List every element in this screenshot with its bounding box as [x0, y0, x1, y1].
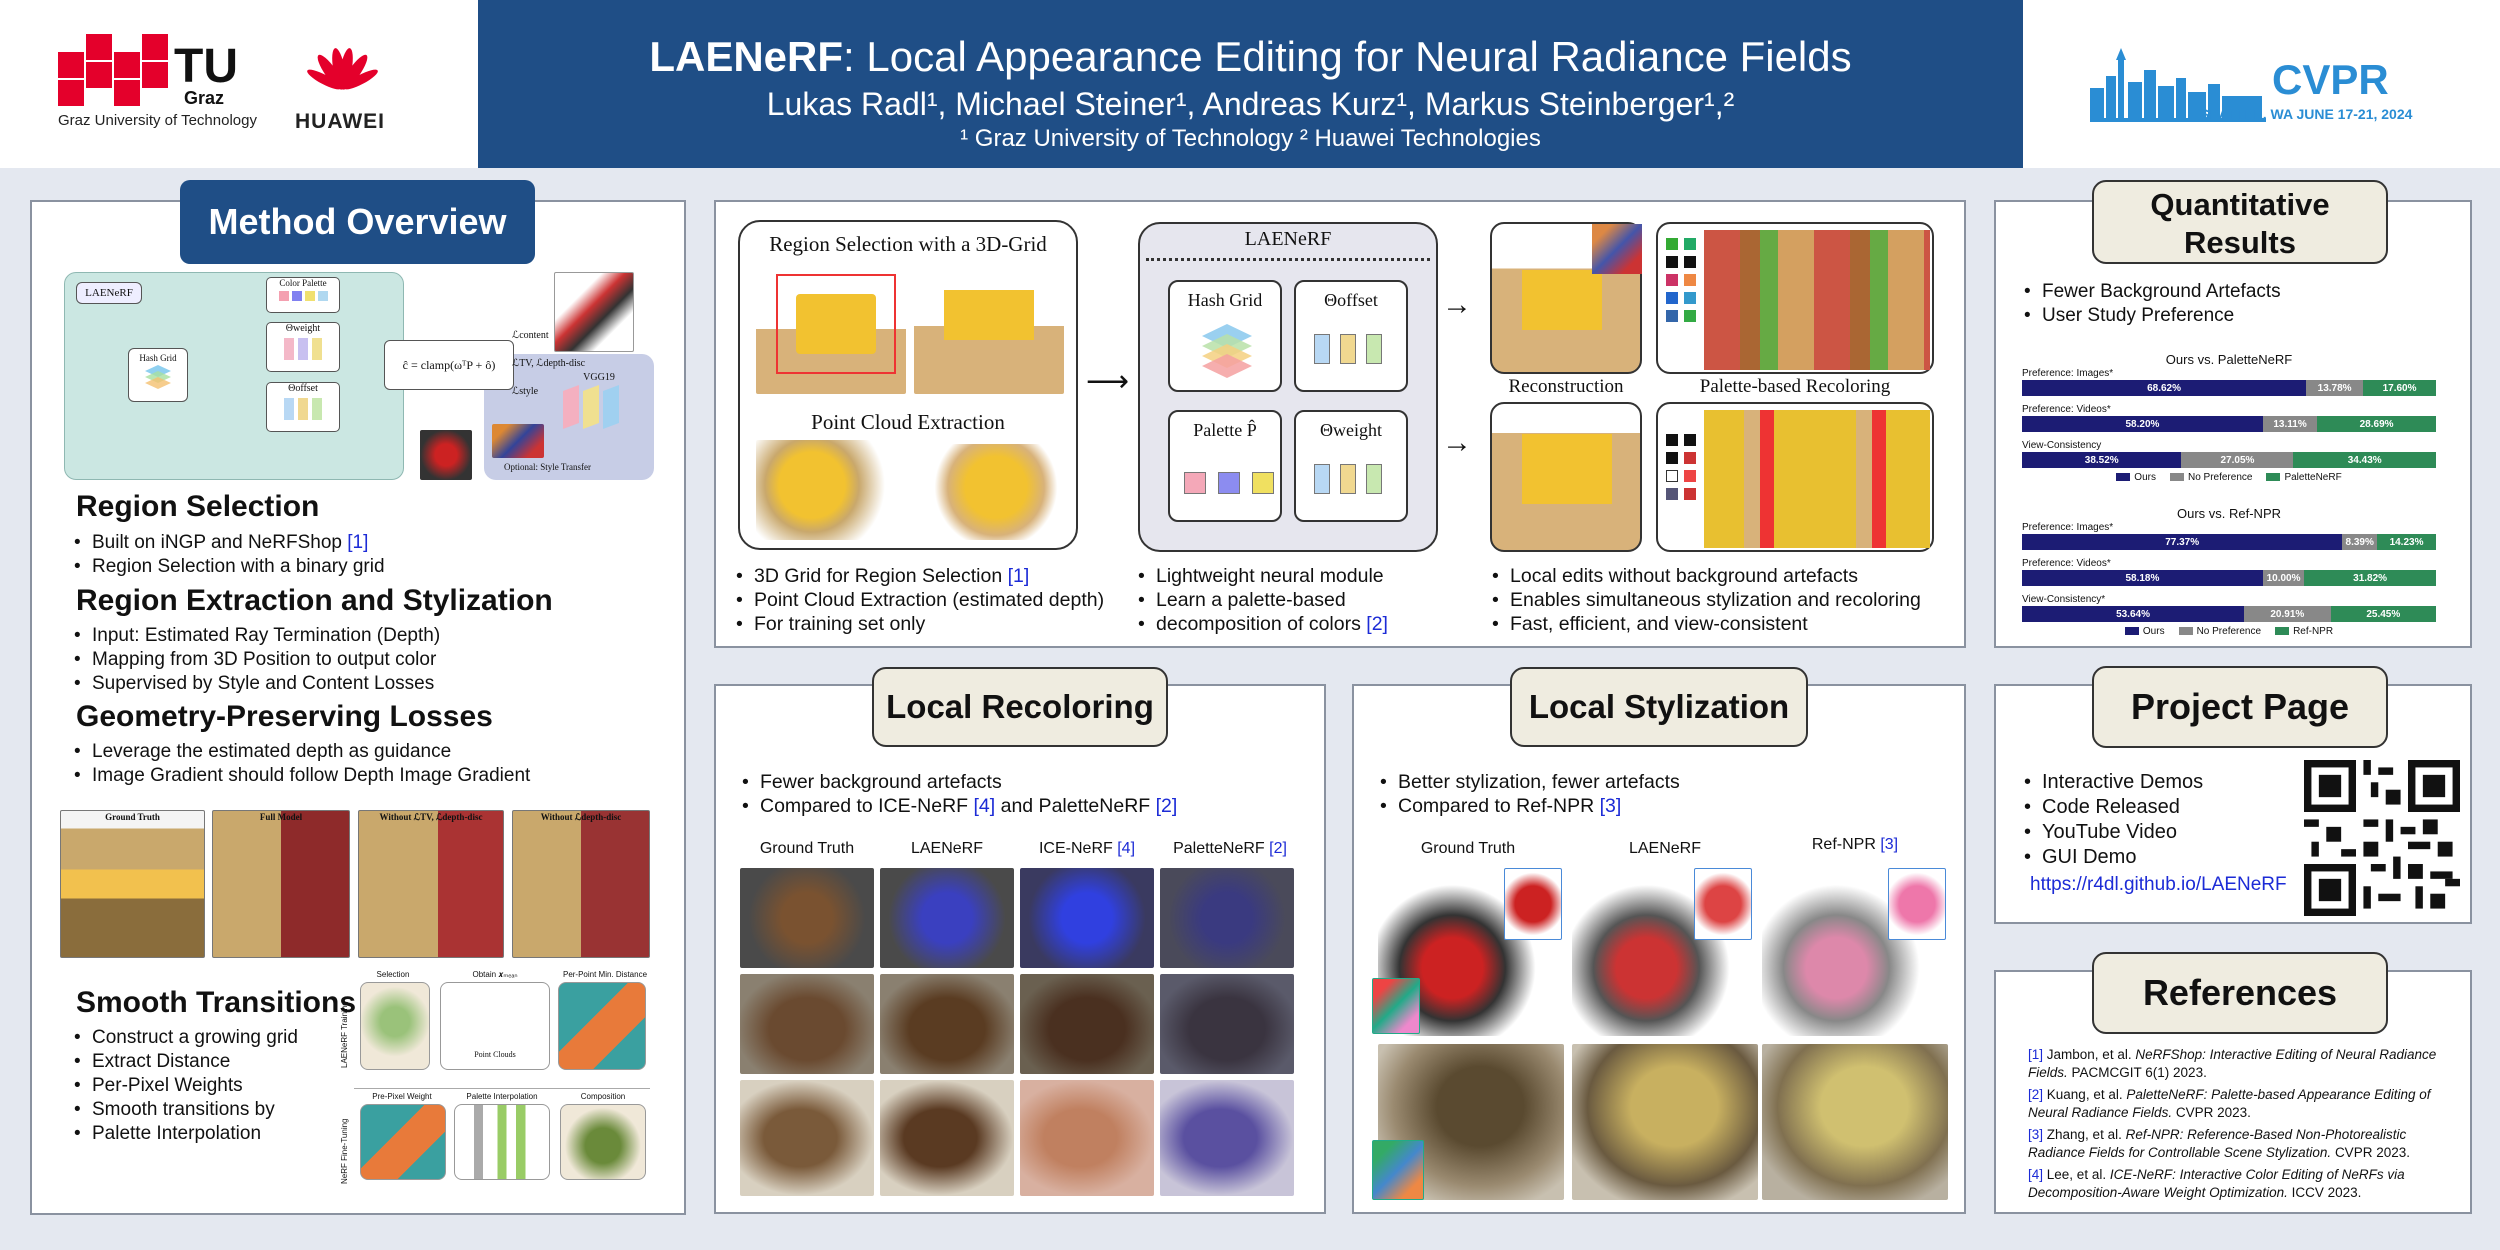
arrow-right-icon: →: [1442, 288, 1472, 321]
theta-offset-label: Θoffset: [288, 383, 318, 394]
region-selection-title: Region Selection with a 3D-Grid: [769, 232, 1047, 256]
recolor-gt-3: [740, 1080, 874, 1196]
list-item: • Built on iNGP and NeRFShop [1]: [74, 531, 385, 555]
reconstruction-bottom-box: [1490, 402, 1642, 552]
reference-item: [3] Zhang, et al. Ref-NPR: Reference-Based Non-Photorealistic Radiance Fields for Controllable Scene Stylization. CVPR 2023.: [2028, 1127, 2410, 1160]
drums-image: [554, 272, 634, 352]
bar-category-label: View-Consistency: [2022, 440, 2102, 451]
project-url-link[interactable]: https://r4dl.github.io/LAENeRF: [2030, 874, 2287, 895]
list-item: • Input: Estimated Ray Termination (Depth): [74, 624, 440, 648]
list-item: • Local edits without background artefacts: [1492, 564, 1921, 588]
min-distance-image: [558, 982, 646, 1070]
laenerf-box-title: LAENeRF: [1244, 228, 1332, 250]
citation-link[interactable]: [1]: [347, 532, 369, 553]
list-item: • Compared to Ref-NPR [3]: [1380, 794, 1680, 818]
vgg-label: VGG19: [583, 372, 615, 383]
recolor-laenerf-1: [880, 868, 1014, 968]
bar-category-label: Preference: Images*: [2022, 368, 2114, 379]
list-item: • Fewer Background Artefacts: [2024, 280, 2281, 304]
theta-offset-module-label: Θoffset: [1324, 290, 1378, 310]
list-item: • Compared to ICE-NeRF [4] and PaletteNeRF [2]: [742, 794, 1177, 818]
bar-segment: 14.23%: [2377, 534, 2436, 550]
palette-interp-image: [454, 1104, 550, 1180]
list-item: • Fast, efficient, and view-consistent: [1492, 612, 1921, 636]
list-item: • Point Cloud Extraction (estimated depth): [736, 588, 1104, 612]
legend-item: PaletteNeRF: [2266, 472, 2341, 483]
loss-tv-label: ℒTV, ℒdepth-disc: [512, 358, 586, 369]
bar-category-label: Preference: Images*: [2022, 522, 2114, 533]
legend-swatch: [2170, 473, 2184, 481]
vgg-layers-icon: [559, 383, 639, 429]
theta-offset-module: [1294, 280, 1408, 392]
label-composition: Composition: [580, 1092, 626, 1101]
palette-swatches-top: [1666, 238, 1696, 322]
style-reference-thumb: [1592, 224, 1642, 274]
section-smooth-transitions: Smooth Transitions: [76, 986, 357, 1019]
ablation-label-gt: Ground Truth: [105, 812, 160, 822]
list-item: • GUI Demo: [2024, 845, 2203, 870]
recolor-palettenerf-2: [1160, 974, 1294, 1074]
selection-grid-box: [776, 274, 896, 374]
legend-swatch: [2275, 627, 2289, 635]
quantitative-title-line1: Quantitative: [2150, 187, 2330, 222]
recolor-gt-2: [740, 974, 874, 1074]
bar-segment: 10.00%: [2263, 570, 2304, 586]
list-item: • Supervised by Style and Content Losses: [74, 672, 440, 696]
list-item: • Learn a palette-based: [1138, 588, 1388, 612]
references-list: [2028, 1046, 2454, 1206]
bar-segment: 31.82%: [2304, 570, 2436, 586]
list-item: • Extract Distance: [74, 1050, 298, 1074]
column-header: LAENeRF: [910, 840, 984, 857]
loss-style-label: ℒstyle: [512, 386, 539, 397]
citation-link[interactable]: [2]: [1366, 613, 1388, 635]
list-item: • Code Released: [2024, 795, 2203, 820]
project-page-title: Project Page: [2092, 666, 2388, 748]
recolor-results-bottom: [1704, 410, 1930, 548]
list-item: • Interactive Demos: [2024, 770, 2203, 795]
list-item: • 3D Grid for Region Selection [1]: [736, 564, 1104, 588]
bucket-grid-image: [914, 270, 1064, 394]
section-geometry-losses: Geometry-Preserving Losses: [76, 700, 493, 733]
qr-code-icon: [2304, 760, 2460, 916]
chart-title: Ours vs. PaletteNeRF: [2165, 352, 2293, 367]
recolor-gt-1: [740, 868, 874, 968]
svg-text:TU: TU: [174, 40, 238, 93]
style-refnpr-zoom: [1888, 868, 1946, 940]
style-image: [492, 424, 544, 458]
bar-segment: 68.62%: [2022, 380, 2306, 396]
column-header: Ref-NPR [3]: [1811, 836, 1899, 853]
recolor-results-top: [1704, 230, 1930, 370]
chair-selection-image: [360, 982, 430, 1070]
quantitative-title: [2092, 180, 2388, 264]
list-item: • User Study Preference: [2024, 304, 2281, 328]
bar-row: [2022, 534, 2436, 550]
palette-recolor-label: Palette-based Recoloring: [1699, 376, 1891, 397]
bucket-shape: [944, 290, 1034, 340]
recolor-laenerf-2: [880, 974, 1014, 1074]
local-recoloring-title: Local Recoloring: [872, 667, 1168, 747]
project-links-list: [2024, 770, 2203, 870]
bar-segment: 13.11%: [2263, 416, 2317, 432]
render-output-image: [420, 430, 472, 480]
quantitative-title-line2: Results: [2184, 225, 2296, 260]
palette-module: [1168, 410, 1282, 522]
divider: [354, 1088, 650, 1089]
reference-item: [4] Lee, et al. ICE-NeRF: Interactive Color Editing of NeRFs via Decomposition-Aware Weight Optimization. ICCV 2023.: [2028, 1167, 2405, 1200]
authors: Lukas Radl¹, Michael Steiner¹, Andreas Kurz¹, Markus Steinberger¹,²: [766, 86, 1735, 122]
style-transfer-label: Optional: Style Transfer: [504, 462, 591, 472]
chart-legend: [2022, 626, 2436, 637]
geometry-losses-list: [74, 740, 530, 788]
list-item: • Leverage the estimated depth as guidance: [74, 740, 530, 764]
pipeline-bullets-c: [1492, 564, 1921, 636]
label-min-distance: Per-Point Min. Distance: [562, 970, 648, 979]
recolor-palettenerf-1: [1160, 868, 1294, 968]
column-header: PaletteNeRF [2]: [1173, 840, 1287, 857]
stylization-bullets: [1380, 770, 1680, 818]
list-item: • Better stylization, fewer artefacts: [1380, 770, 1680, 794]
region-extraction-list: [74, 624, 440, 696]
bar-category-label: View-Consistency*: [2022, 594, 2106, 605]
list-item: • Construct a growing grid: [74, 1026, 298, 1050]
bar-segment: 53.64%: [2022, 606, 2244, 622]
dotted-divider: [1146, 258, 1430, 261]
bar-row: [2022, 606, 2436, 622]
ablation-full-model: [212, 810, 350, 958]
poster-title: LAENeRF: Local Appearance Editing for Neural Radiance Fields: [649, 33, 1852, 80]
legend-item: Ours: [2116, 472, 2156, 483]
theta-weight-box: [266, 322, 340, 372]
recolor-bottom-box: [1656, 402, 1934, 552]
list-item: • YouTube Video: [2024, 820, 2203, 845]
theta-weight-module-label: Θweight: [1320, 420, 1382, 440]
label-obtain-mean: Obtain 𝒙ₘₑₐₙ: [472, 970, 518, 979]
ablation-without-depth: [512, 810, 650, 958]
hash-grid-module: [1168, 280, 1282, 392]
citation-link[interactable]: [4]: [973, 795, 996, 817]
style-gt-zoom: [1504, 868, 1562, 940]
bar-segment: 34.43%: [2293, 452, 2436, 468]
quantitative-bullets: [2024, 280, 2281, 328]
recolor-top-box: [1656, 222, 1934, 374]
svg-text:Graz: Graz: [184, 88, 225, 108]
list-item: • Per-Pixel Weights: [74, 1074, 298, 1098]
bar-segment: 13.78%: [2306, 380, 2363, 396]
column-header: ICE-NeRF [4]: [1038, 840, 1136, 857]
transitions-figure: [340, 970, 650, 1185]
ablation-without-tv: [358, 810, 504, 958]
title-band: [478, 0, 2023, 168]
bar-segment: 27.05%: [2181, 452, 2293, 468]
hash-grid-icon: [143, 363, 173, 391]
ablation-label-full: Full Model: [259, 812, 303, 822]
recolor-laenerf-3: [880, 1080, 1014, 1196]
legend-swatch: [2266, 473, 2280, 481]
bar-row: [2022, 452, 2436, 468]
ablation-ground-truth: [60, 810, 205, 958]
smooth-transitions-list: [74, 1026, 298, 1146]
legend-swatch: [2179, 627, 2193, 635]
list-item: • decomposition of colors [2]: [1138, 612, 1388, 636]
vgg-box: [554, 372, 644, 432]
list-item: • Palette Interpolation: [74, 1122, 298, 1146]
hash-grid-module-label: Hash Grid: [1187, 290, 1263, 310]
recolor-icenerf-3: [1020, 1080, 1154, 1196]
reference-item: [2] Kuang, et al. PaletteNeRF: Palette-based Appearance Editing of Neural Radiance Fields. CVPR 2023.: [2028, 1087, 2431, 1120]
legend-item: No Preference: [2179, 626, 2261, 637]
theta-weight-label: Θweight: [285, 323, 321, 334]
reference-item: [1] Jambon, et al. NeRFShop: Interactive Editing of Neural Radiance Fields. PACMCGIT 6(1) 2023.: [2028, 1047, 2437, 1080]
palette-swatches-bottom: [1666, 434, 1696, 500]
reconstruction-label: Reconstruction: [1508, 376, 1624, 397]
color-palette-label: Color Palette: [279, 278, 327, 288]
ablation-label-no-depth: Without ℒdepth-disc: [540, 812, 622, 822]
bar-segment: 8.39%: [2342, 534, 2377, 550]
list-item: • Mapping from 3D Position to output color: [74, 648, 440, 672]
bar-category-label: Preference: Videos*: [2022, 404, 2111, 415]
theta-weight-module: [1294, 410, 1408, 522]
laenerf-tag: LAENeRF: [76, 282, 142, 304]
theta-offset-box: [266, 382, 340, 432]
pixel-weight-image: [360, 1104, 446, 1180]
point-cloud-bucket-image: [926, 444, 1066, 540]
legend-item: No Preference: [2170, 472, 2252, 483]
references-title: References: [2092, 952, 2388, 1034]
style-laenerf-zoom: [1694, 868, 1752, 940]
label-selection: Selection: [376, 970, 410, 979]
bar-segment: 77.37%: [2022, 534, 2342, 550]
citation-link[interactable]: [1]: [1007, 565, 1030, 587]
list-item: • Smooth transitions by: [74, 1098, 298, 1122]
list-item: • Lightweight neural module: [1138, 564, 1388, 588]
point-cloud-title: Point Cloud Extraction: [811, 410, 1005, 434]
column-header: Ground Truth: [1420, 840, 1516, 857]
bar-segment: 17.60%: [2363, 380, 2436, 396]
section-region-selection: Region Selection: [76, 490, 320, 523]
hash-grid-box: [128, 348, 188, 402]
side-label-training: LAENeRF Training: [340, 1001, 349, 1068]
citation-link[interactable]: [2]: [1155, 795, 1178, 817]
list-item: • For training set only: [736, 612, 1104, 636]
list-item: • Region Selection with a binary grid: [74, 555, 385, 579]
bar-row: [2022, 416, 2436, 432]
reconstruction-shape: [1522, 270, 1602, 330]
bar-category-label: Preference: Videos*: [2022, 558, 2111, 569]
label-palette-interp: Palette Interpolation: [466, 1092, 538, 1101]
ablation-label-no-tv: Without ℒTV, ℒdepth-disc: [379, 812, 483, 822]
architecture-diagram: [64, 272, 654, 482]
affiliations: ¹ Graz University of Technology ² Huawei Technologies: [960, 125, 1541, 152]
huawei-name: HUAWEI: [295, 110, 385, 133]
chart-title: Ours vs. Ref-NPR: [2176, 506, 2281, 521]
recolor-icenerf-2: [1020, 974, 1154, 1074]
bar-segment: 28.69%: [2317, 416, 2436, 432]
local-stylization-title: Local Stylization: [1510, 667, 1808, 747]
column-header: LAENeRF: [1628, 840, 1702, 857]
style-laenerf-trex: [1572, 1044, 1758, 1200]
clamp-formula: ĉ = clamp(ωᵀP + ô): [384, 340, 514, 390]
loss-content-label: ℒcontent: [512, 330, 549, 341]
chart-legend: [2022, 472, 2436, 483]
column-header: Ground Truth: [759, 840, 855, 857]
composition-image: [560, 1104, 646, 1180]
cvpr-text: CVPR: [2272, 56, 2389, 103]
side-label-finetuning: NeRF Fine-Tuning: [340, 1118, 349, 1184]
list-item: • Image Gradient should follow Depth Image Gradient: [74, 764, 530, 788]
bar-segment: 38.52%: [2022, 452, 2181, 468]
citation-link[interactable]: [3]: [1599, 795, 1622, 817]
legend-swatch: [2125, 627, 2139, 635]
legend-swatch: [2116, 473, 2130, 481]
recolor-palettenerf-3: [1160, 1080, 1294, 1196]
style-ref-thumb-1: [1372, 978, 1420, 1034]
point-clouds-label: Point Clouds: [474, 1050, 516, 1059]
legend-item: Ref-NPR: [2275, 626, 2333, 637]
recolor-icenerf-1: [1020, 868, 1154, 968]
pipeline-bullets-a: [736, 564, 1104, 636]
cvpr-subtitle: SEATTLE, WA JUNE 17-21, 2024: [2200, 106, 2413, 122]
hash-grid-layers-icon: [1200, 322, 1254, 382]
bar-segment: 58.18%: [2022, 570, 2263, 586]
section-region-extraction: Region Extraction and Stylization: [76, 584, 553, 617]
hash-grid-label: Hash Grid: [139, 353, 177, 363]
palette-module-label: Palette P̂: [1193, 420, 1257, 440]
bulldozer-grid-image: [756, 264, 906, 394]
tu-graz-name: Graz University of Technology: [58, 112, 257, 129]
pipeline-bullets-b: [1138, 564, 1388, 636]
list-item: • Enables simultaneous stylization and recoloring: [1492, 588, 1921, 612]
header: [0, 0, 2500, 168]
recoloring-bullets: [742, 770, 1177, 818]
bar-row: [2022, 570, 2436, 586]
bucket-recon-shape: [1522, 434, 1612, 504]
bar-segment: 20.91%: [2244, 606, 2331, 622]
style-ref-thumb-2: [1372, 1140, 1424, 1200]
bar-row: [2022, 380, 2436, 396]
label-pixel-weight: Pre-Pixel Weight: [372, 1092, 432, 1101]
color-palette-box: [266, 277, 340, 313]
reconstruction-top-box: [1490, 222, 1642, 374]
legend-item: Ours: [2125, 626, 2165, 637]
bar-segment: 25.45%: [2331, 606, 2436, 622]
region-selection-list: [74, 531, 385, 579]
list-item: • Fewer background artefacts: [742, 770, 1177, 794]
arrow-right-icon: →: [1442, 426, 1472, 459]
method-overview-title: Method Overview: [180, 180, 535, 264]
point-cloud-image: [756, 440, 916, 540]
style-refnpr-trex: [1762, 1044, 1948, 1200]
bar-segment: 58.20%: [2022, 416, 2263, 432]
arrow-right-icon: ⟶: [1086, 365, 1130, 398]
